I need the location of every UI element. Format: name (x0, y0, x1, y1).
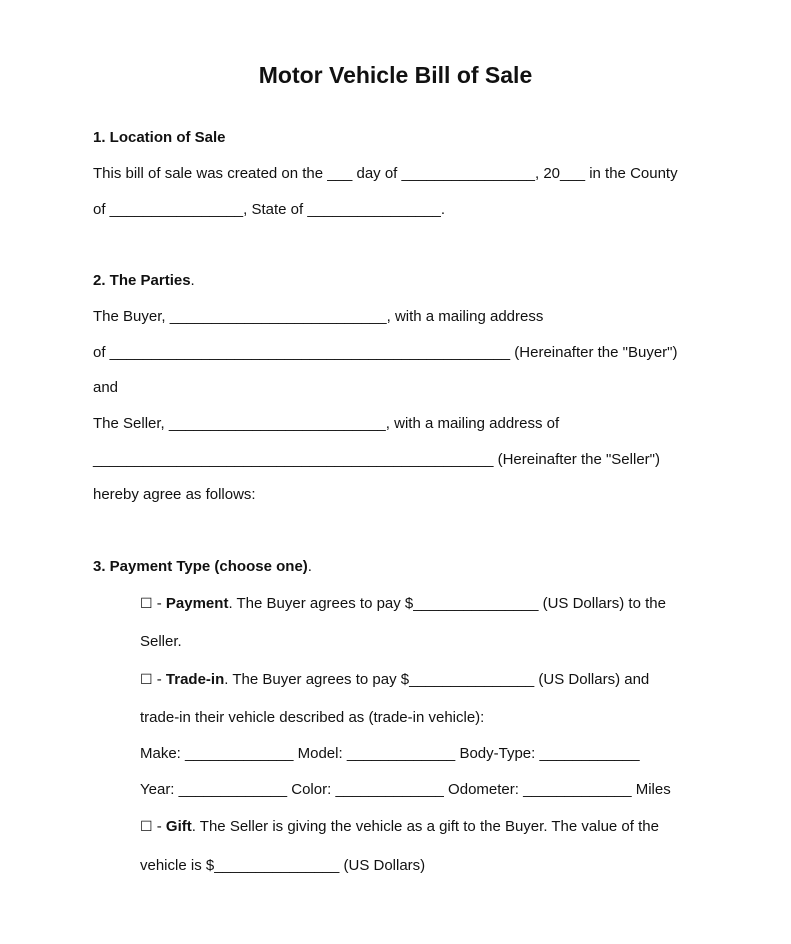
tradein-fields-2: Year: _____________ Color: _____________ Odometer: _____________ Miles (140, 781, 671, 798)
payment-continuation: Seller. (140, 633, 182, 650)
and-text: and (93, 379, 119, 396)
section-3-heading: 3. Payment Type (choose one). (93, 558, 312, 575)
tradein-checkbox[interactable]: ☐ (140, 672, 153, 688)
gift-continuation: vehicle is $_______________ (US Dollars) (140, 857, 426, 874)
gift-checkbox[interactable]: ☐ (140, 819, 153, 835)
payment-checkbox[interactable]: ☐ (140, 596, 153, 612)
document-title: Motor Vehicle Bill of Sale (258, 62, 533, 88)
tradein-fields-1: Make: _____________ Model: _____________ Body-Type: ____________ (140, 745, 640, 762)
seller-line-1: The Seller, __________________________, with a mailing address of (93, 415, 560, 432)
buyer-line-2: of ________________________________________________ (Hereinafter the "Buyer") (93, 344, 678, 361)
tradein-continuation: trade-in their vehicle described as (trade-in vehicle): (140, 709, 485, 726)
section-1-heading: 1. Location of Sale (93, 129, 226, 146)
tradein-option: ☐ - Trade-in. The Buyer agrees to pay $_______________ (US Dollars) and (140, 671, 650, 688)
gift-option: ☐ - Gift. The Seller is giving the vehicle as a gift to the Buyer. The value of the (140, 818, 659, 835)
location-line-2: of ________________, State of ________________. (93, 201, 446, 218)
payment-option: ☐ - Payment. The Buyer agrees to pay $_______________ (US Dollars) to the (140, 595, 666, 612)
agreement-text: hereby agree as follows: (93, 486, 256, 503)
seller-line-2: ________________________________________________ (Hereinafter the "Seller") (93, 451, 660, 468)
location-line-1: This bill of sale was created on the ___ day of ________________, 20___ in the County (93, 165, 678, 182)
section-2-heading: 2. The Parties. (93, 272, 195, 289)
buyer-line-1: The Buyer, __________________________, with a mailing address (93, 308, 544, 325)
